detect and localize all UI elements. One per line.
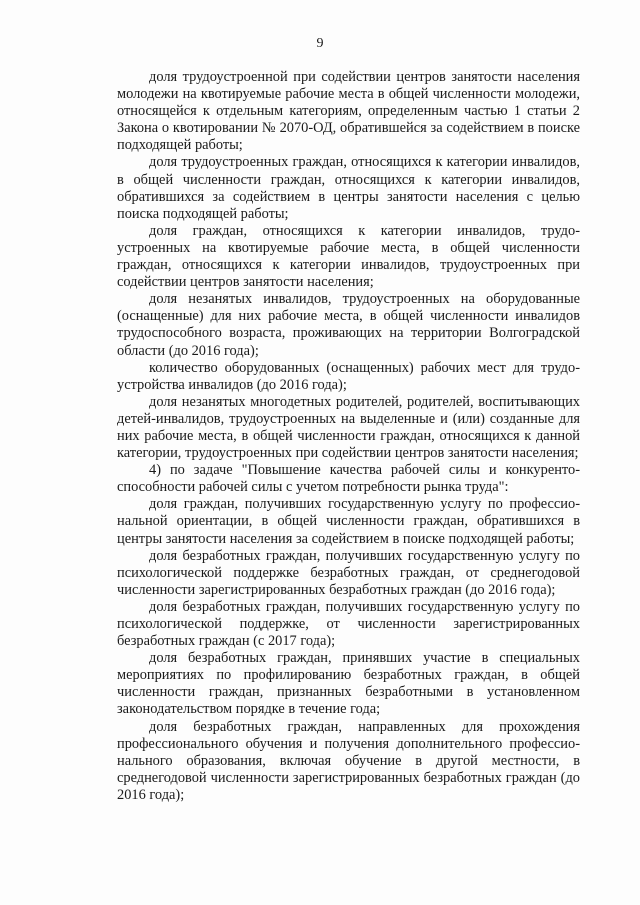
paragraph-indicator-vocational-training: доля безработных граждан, направленных для прохождения профессионального обучения и получения дополнительного профессио-нального образования, включая обучение в другой местности, в среднегодовой численности зарегистрированных безработных граждан (до 2016 года); — [117, 718, 580, 803]
paragraph-indicator-psych-support-from-2017: доля безработных граждан, получивших государственную услугу по психологической поддержке, от численности зарегистрированных безработных граждан (с 2017 года); — [117, 598, 580, 650]
document-body — [117, 69, 580, 804]
page-number: 9 — [316, 36, 324, 51]
paragraph-indicator-psych-support-until-2016: доля безработных граждан, получивших государственную услугу по психологической поддержке безработных граждан, от среднегодовой численности зарегистрированных безработных граждан (до 2016 года); — [117, 547, 580, 598]
paragraph-indicator-large-family-parents: доля незанятых многодетных родителей, родителей, воспитывающих детей-инвалидов, трудоустроенных на выделенные и (или) созданные для них рабочие места, в общей численности граждан, относящихся к данной категории, трудоустроенных при содействии центров занятости населения; — [117, 393, 580, 462]
paragraph-indicator-disabled-employed: доля трудоустроенных граждан, относящихся к категории инвалидов, в общей численности граждан, относящихся к категории инвалидов, обратившихся за содействием в центры занятости населения с целью поиска подходящей работы; — [117, 154, 580, 222]
paragraph-indicator-equipped-jobs-count: количество оборудованных (оснащенных) рабочих мест для трудо-устройства инвалидов (до 2016 года); — [117, 359, 580, 393]
paragraph-indicator-disabled-quota: доля граждан, относящихся к категории инвалидов, трудо-устроенных на квотируемые рабочие места, в общей численности граждан, относящихся к категории инвалидов, трудоустроенных при содействии центров занятости населения; — [117, 222, 580, 291]
paragraph-indicator-youth-quota: доля трудоустроенной при содействии центров занятости населения молодежи на квотируемые рабочие места в общей численности молодежи, относящейся к отдельным категориям, определенным частью 1 статьи 2 Закона о квотировании № 2070-ОД, обратившейся за содействием в поиске подходящей работы; — [117, 69, 580, 154]
paragraph-indicator-profiling: доля безработных граждан, принявших участие в специальных мероприятиях по профилированию безработных граждан, в общей численности граждан, признанных безработными в установленном законодательством порядке в течение года; — [117, 650, 580, 718]
paragraph-indicator-disabled-equipped-jobs: доля незанятых инвалидов, трудоустроенных на оборудованные (оснащенные) для них рабочие места, в общей численности инвалидов трудоспособного возраста, проживающих на территории Волгоградской области (до 2016 года); — [117, 291, 580, 359]
paragraph-task-4-heading: 4) по задаче "Повышение качества рабочей силы и конкуренто-способности рабочей силы с учетом потребности рынка труда": — [117, 462, 580, 496]
paragraph-indicator-career-guidance: доля граждан, получивших государственную услугу по профессио-нальной ориентации, в общей численности граждан, обратившихся в центры занятости населения за содействием в поиске подходящей работы; — [117, 496, 580, 547]
